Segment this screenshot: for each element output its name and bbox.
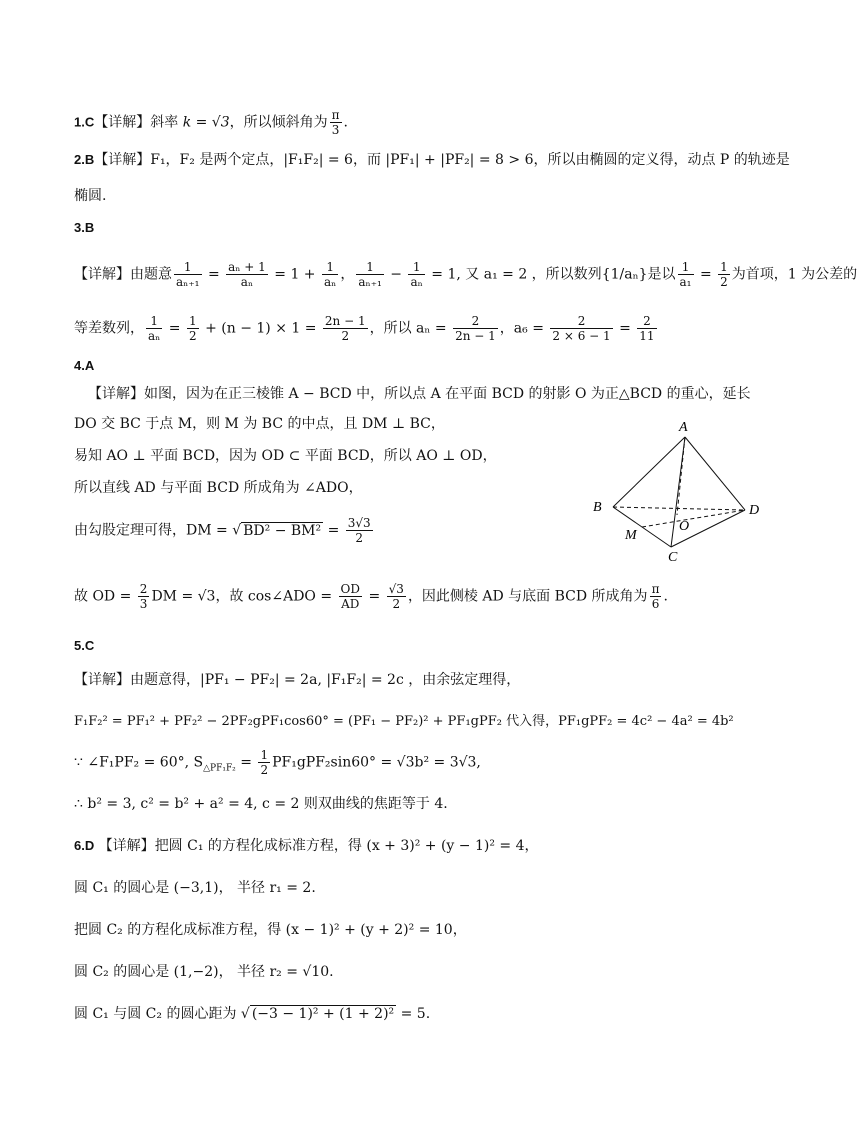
label-c: C (668, 550, 678, 565)
q2-line (74, 150, 790, 170)
q3-tag: 【详解】 (74, 266, 130, 283)
label-o: O (679, 519, 690, 534)
q6-line-1: 6.D 【详解】把圆 C₁ 的方程化成标准方程，得 (x + 3)² + (y − 1)² = 4， (74, 838, 539, 854)
q6-line-5: 圆 C₁ 与圆 C₂ 的圆心距为 √ (−3 − 1)² + (1 + 2)² = 5. (74, 1006, 431, 1022)
q1-number: 1.C (74, 114, 95, 130)
q3-frac-12: $\frac{2}{2 \times 6 - 1}$ (552, 314, 611, 343)
q6-sqrt: (−3 − 1)² + (1 + 2)² (251, 1006, 395, 1022)
q5-frac-1: $\frac{1}{2}$ (260, 748, 269, 777)
q1-text: 斜率 (150, 114, 183, 131)
q4-tag: 【详解】 (88, 386, 144, 402)
q2-text-2: 椭圆. (74, 188, 107, 204)
q3-frac-10: $\frac{2n - 1}{2}$ (324, 314, 366, 343)
q5-line-4: ∴ b² = 3, c² = b² + a² = 4, c = 2 则双曲线的焦距等于 4. (74, 796, 448, 812)
q1-line: 1.C【详解】斜率 k = √3，所以倾斜角为 $\frac{\pi}{3}$ . (74, 108, 348, 137)
q5-number: 5.C (74, 638, 95, 653)
q3-frac-5: $\frac{1}{\text{aₙ}}$ (410, 260, 423, 289)
q4-line-5: 由勾股定理可得，DM = √ BD² − BM² = $\frac{3√3}{2}$ (74, 516, 371, 545)
q4-line-1: 【详解】如图，因为在正三棱锥 A − BCD 中，所以点 A 在平面 BCD 的射影 O 为正△BCD 的重心，延长 (88, 386, 751, 402)
q3-frac-13: $\frac{2}{11}$ (639, 314, 655, 343)
q5-line-1: 【详解】由题意得，|PF₁ − PF₂| = 2a, |F₁F₂| = 2c ，由余弦定理得， (74, 672, 521, 688)
q2-line-2 (74, 186, 106, 206)
q4-line-2: DO 交 BC 于点 M，则 M 为 BC 的中点，且 DM ⊥ BC， (74, 416, 445, 432)
q3-frac-3: $\frac{1}{\text{aₙ}}$ (323, 260, 337, 289)
q6-line-4: 圆 C₂ 的圆心是 (1,−2)， 半径 r₂ = √10. (74, 964, 334, 980)
q6-line-3: 把圆 C₂ 的方程化成标准方程，得 (x − 1)² + (y + 2)² = 10， (74, 922, 467, 938)
q6-tag: 【详解】 (94, 838, 155, 854)
q1-fraction: $\frac{\pi}{3}$ (331, 108, 340, 137)
label-d: D (749, 503, 760, 518)
q4-frac-4: $\frac{√3}{2}$ (388, 582, 404, 611)
q5-tag: 【详解】 (74, 672, 130, 688)
q3-frac-9: $\frac{1}{2}$ (189, 314, 197, 343)
q5-heading (74, 636, 94, 656)
q3-frac-2: $\frac{\text{aₙ + 1}}{\text{aₙ}}$ (228, 260, 266, 289)
q3-text: 由题意 (130, 266, 172, 283)
q4-frac-5: $\frac{\pi}{6}$ (651, 582, 660, 611)
q3-frac-6: $\frac{1}{\text{a₁}}$ (679, 260, 692, 289)
q3-number: 3.B (74, 220, 95, 235)
q3-frac-11: $\frac{2}{2n - 1}$ (455, 314, 496, 343)
q4-frac-1: $\frac{3√3}{2}$ (347, 516, 371, 545)
q4-frac-2: $\frac{2}{3}$ (139, 582, 148, 611)
q1-slope: k = √3 (182, 114, 230, 131)
q3-line-1: 【详解】由题意 $\frac{1}{\text{aₙ₊₁}}$ = $\frac{\text{aₙ + 1}}{\text{aₙ}}$ = 1 + $\frac{1}{\text{aₙ}}$ ， $\frac{1}{\text{aₙ₊₁}}$ − $\frac{1}{\text{aₙ}}$ = 1, 又 a₁ = 2 ，所以数列{1/aₙ}是以 $\frac{1}{\text{a₁}}$ = $\frac{1}{2}$ 为首项，1 为公差的 (74, 260, 857, 289)
label-a: A (679, 420, 688, 435)
q5-line-2: F₁F₂² = PF₁² + PF₂² − 2PF₂gPF₁cos60° = (PF₁ − PF₂)² + PF₁gPF₂ 代入得，PF₁gPF₂ = 4c² − 4a² = 4b² (74, 714, 734, 729)
pyramid-figure (585, 415, 770, 565)
q6-number: 6.D (74, 838, 95, 853)
segment-md (642, 510, 745, 527)
q1-text2: ，所以倾斜角为 (229, 114, 328, 131)
q3-frac-8: $\frac{1}{\text{aₙ}}$ (148, 314, 161, 343)
q3-heading (74, 218, 94, 238)
q5-line-3: ∵ ∠F₁PF₂ = 60°, $S_{\triangle PF_1F_2}$ = $\frac{1}{2}$ PF₁gPF₂sin60° = √3b² = 3√3, (74, 748, 481, 777)
edge-ab (613, 437, 685, 507)
q3-frac-4: $\frac{1}{\text{aₙ₊₁}}$ (358, 260, 382, 289)
q1-tag: 【详解】 (94, 114, 151, 131)
q4-sqrt: BD² − BM² (243, 522, 322, 539)
q2-number: 2.B (74, 152, 95, 167)
q3-line-2: 等差数列， $\frac{1}{\text{aₙ}}$ = $\frac{1}{2}$ + (n − 1) × 1 = $\frac{2n - 1}{2}$ ，所以 aₙ = $\frac{2}{2n - 1}$ ，a₆ = $\frac{2}{2 \times 6 - 1}$ = $\frac{2}{11}$ (74, 314, 655, 343)
label-m: M (625, 528, 637, 543)
q4-line-4: 所以直线 AD 与平面 BCD 所成角为 ∠ADO， (74, 480, 363, 496)
edge-bd-hidden (613, 507, 745, 510)
label-b: B (593, 500, 602, 515)
q3-frac-7: $\frac{1}{2}$ (720, 260, 728, 289)
q4-line-3: 易知 AO ⊥ 平面 BCD，因为 OD ⊂ 平面 BCD，所以 AO ⊥ OD， (74, 448, 497, 464)
q4-line-6: 故 OD = $\frac{2}{3}$ DM = √3，故 cos∠ADO = $\frac{OD}{AD}$ = $\frac{√3}{2}$ ，因此侧棱 AD 与底面 BCD 所成角为 $\frac{\pi}{6}$ . (74, 582, 668, 611)
q3-sequence: {1/aₙ} (601, 266, 648, 283)
edge-ad (685, 437, 745, 510)
q3-frac-1: $\frac{1}{\text{aₙ₊₁}}$ (176, 260, 200, 289)
q2-tag: 【详解】 (94, 152, 151, 168)
q4-heading (74, 356, 94, 376)
q4-number: 4.A (74, 358, 95, 373)
q4-frac-3: $\frac{OD}{AD}$ (340, 582, 361, 611)
q6-line-2: 圆 C₁ 的圆心是 (−3,1)， 半径 r₁ = 2. (74, 880, 316, 896)
q2-text: F₁，F₂ 是两个定点，|F₁F₂| = 6，而 |PF₁| + |PF₂| = 8 > 6，所以由椭圆的定义得，动点 P 的轨迹是 (150, 152, 790, 168)
